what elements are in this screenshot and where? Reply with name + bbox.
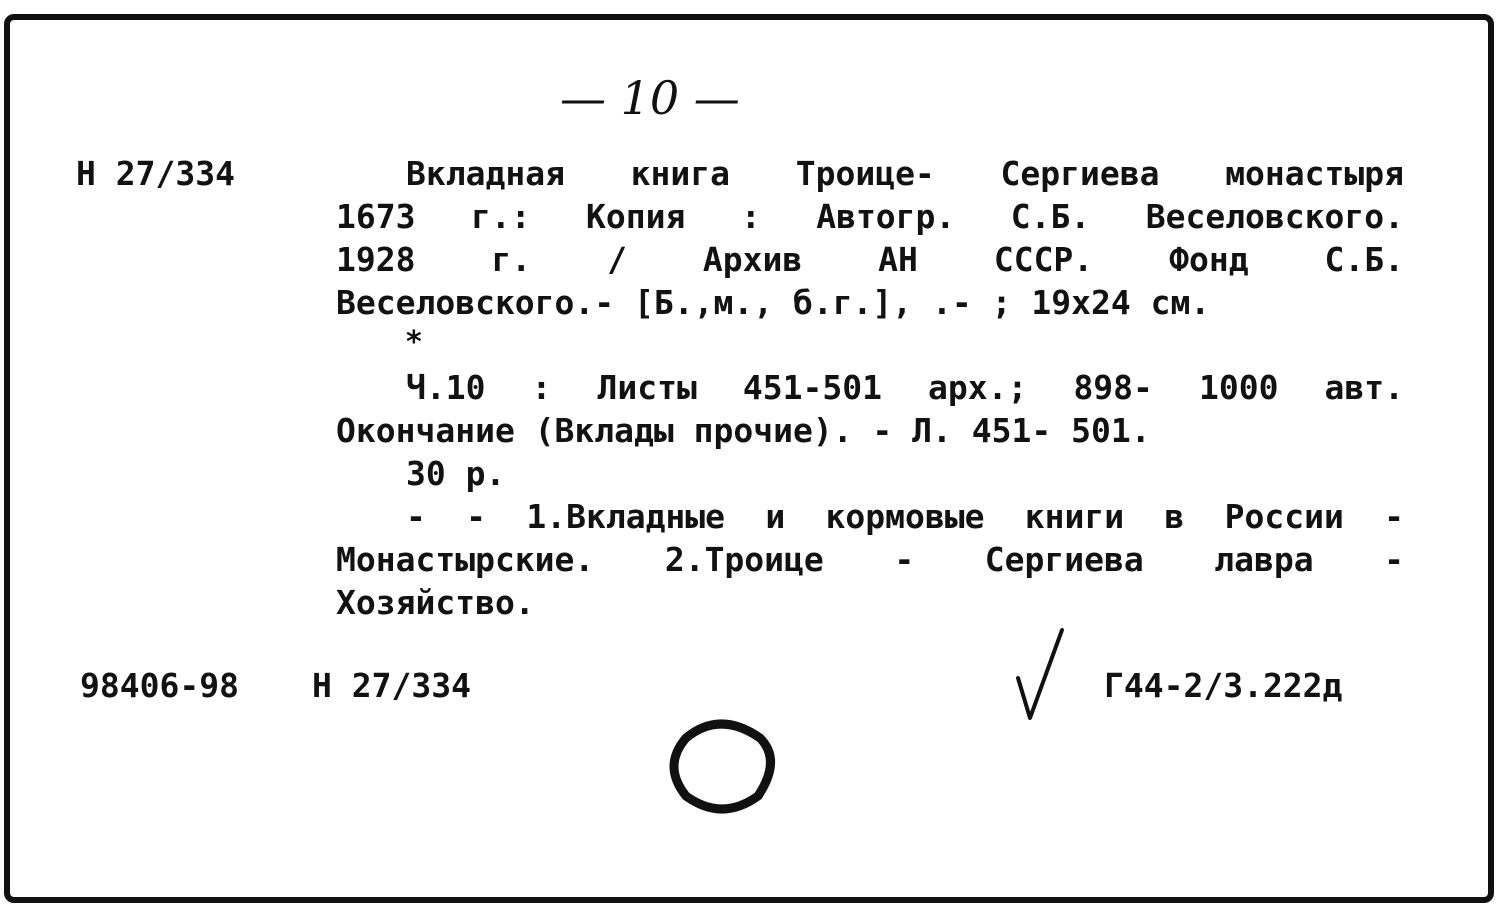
punch-hole-icon bbox=[674, 724, 771, 809]
part-line-1: Ч.10 : Листы 451-501 арх.; 898- 1000 авт. bbox=[406, 368, 1404, 407]
subject-line-3: Хозяйство. bbox=[336, 583, 535, 622]
separator-star: * bbox=[406, 325, 422, 360]
title-line-3: 1928 г. / Архив АН СССР. Фонд С.Б. bbox=[336, 240, 1404, 279]
price: 30 р. bbox=[406, 454, 506, 493]
accession-number: 98406-98 bbox=[80, 666, 239, 705]
title-line-4: Веселовского.- [Б.,м., б.г.], .- ; 19х24 см. bbox=[336, 283, 1211, 322]
subject-line-2: Монастырские. 2.Троице - Сергиева лавра - bbox=[336, 540, 1404, 579]
shelfmark-bottom: Н 27/334 bbox=[312, 666, 471, 705]
page-number: — 10 — bbox=[560, 71, 740, 125]
subject-line-1: - - 1.Вкладные и кормовые книги в России - bbox=[406, 497, 1404, 536]
title-line-2: 1673 г.: Копия : Автогр. С.Б. Веселовского. bbox=[336, 197, 1404, 236]
part-line-2: Окончание (Вклады прочие). - Л. 451- 501. bbox=[336, 411, 1151, 450]
shelfmark-top: Н 27/334 bbox=[76, 154, 235, 193]
check-mark-icon bbox=[1018, 630, 1062, 718]
title-line-1: Вкладная книга Троице- Сергиева монастыря bbox=[406, 154, 1404, 193]
classification-code: Г44-2/3.222д bbox=[1104, 666, 1343, 705]
